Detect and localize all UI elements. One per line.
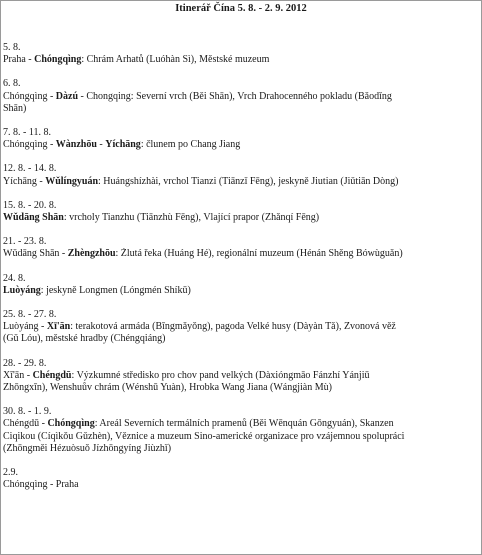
entry-line xyxy=(3,418,481,430)
entry-text: Zhōngxīn), Wenshuův chrám (Wénshū Yuàn), Hrobka Wang Jiana (Wángjiàn Mù) xyxy=(3,382,332,394)
entry-text: Chéngdū - xyxy=(3,418,48,430)
entry-line xyxy=(3,91,481,103)
entry-text: Chóngqìng - Praha xyxy=(3,479,79,491)
entry-line xyxy=(3,176,481,188)
destination-name: Wànzhōu xyxy=(55,139,97,151)
entry-line xyxy=(3,479,481,491)
entry-date: 21. - 23. 8. xyxy=(3,236,47,248)
entry-text: Xī'ān - xyxy=(3,369,33,381)
entry-text: Shān) xyxy=(3,102,27,114)
entry-date: 6. 8. xyxy=(3,78,21,90)
itinerary-entry xyxy=(3,309,481,346)
entry-date: 5. 8. xyxy=(3,42,21,53)
itinerary-entry xyxy=(3,78,481,115)
itinerary-entry xyxy=(3,273,481,297)
destination-name: Wǔdāng Shān xyxy=(3,212,64,224)
entry-text: : vrcholy Tianzhu (Tiānzhù Fēng), Vlající prapor (Zhǎnqí Fēng) xyxy=(63,212,320,224)
entry-text: : Výzkumné středisko pro chov pand velkých (Dàxióngmāo Fánzhí Yánjiū xyxy=(71,369,370,381)
entry-text: : Chrám Arhatů (Luóhàn Sì), Městské muzeum xyxy=(81,54,270,66)
entry-line xyxy=(3,333,481,345)
destination-name: Luòyáng xyxy=(3,284,41,296)
entry-line xyxy=(3,212,481,224)
entry-line xyxy=(3,139,481,151)
destination-name: Xī'ān xyxy=(46,321,71,333)
destination-name: Dàzú xyxy=(55,90,79,102)
destination-name: Chóngqìng xyxy=(34,54,82,66)
destination-name: Wǔlíngyuán xyxy=(45,175,99,187)
itinerary-entry xyxy=(3,127,481,151)
entry-date: 2.9. xyxy=(3,467,18,479)
entry-date: 25. 8. - 27. 8. xyxy=(3,309,57,321)
entry-text: (Gǔ Lóu), městské hradby (Chéngqiáng) xyxy=(3,333,166,345)
entry-date: 28. - 29. 8. xyxy=(3,357,47,369)
entry-text: Wǔdāng Shān - xyxy=(3,248,68,260)
entry-text: : Žlutá řeka (Huáng Hé), regionální muzeum (Hénán Shěng Bówùguǎn) xyxy=(115,248,403,260)
entry-text: - xyxy=(96,139,106,151)
document-title: Itinerář Čína 5. 8. - 2. 9. 2012 xyxy=(175,3,307,14)
itinerary-entry xyxy=(3,358,481,395)
entry-text: - Chongqing: Severní vrch (Běi Shān), Vrch Drahocenného pokladu (Bǎodǐng xyxy=(78,90,392,102)
destination-name: Zhèngzhōu xyxy=(67,248,116,260)
entry-text: Luòyáng - xyxy=(3,321,47,333)
destination-name: Chóngqìng xyxy=(47,418,95,430)
itinerary-entry xyxy=(3,42,481,66)
destination-name: Chéngdū xyxy=(32,369,72,381)
entry-text: : Huángshízhài, vrchol Tianzi (Tiānzǐ Fēng), jeskyně Jiutian (Jiǔtiān Dòng) xyxy=(98,175,399,187)
entry-line xyxy=(3,382,481,394)
entry-text: : člunem po Chang Jiang xyxy=(140,139,241,151)
entry-text: Praha - xyxy=(3,54,35,66)
entry-text: Chóngqìng - xyxy=(3,90,56,102)
entry-line xyxy=(3,370,481,382)
itinerary-entry xyxy=(3,200,481,224)
entry-line xyxy=(3,103,481,115)
entry-line xyxy=(3,431,481,443)
entry-line xyxy=(3,443,481,455)
entry-line xyxy=(3,248,481,260)
entry-date: 24. 8. xyxy=(3,272,26,284)
itinerary-entry xyxy=(3,406,481,455)
entry-date: 15. 8. - 20. 8. xyxy=(3,199,57,211)
itinerary-entry xyxy=(3,163,481,187)
entry-text: : terakotová armáda (Bīngmǎyǒng), pagoda Velké husy (Dàyàn Tǎ), Zvonová věž xyxy=(70,321,396,333)
itinerary-entry xyxy=(3,236,481,260)
entry-date: 12. 8. - 14. 8. xyxy=(3,163,57,175)
entry-line xyxy=(3,54,481,66)
itinerary-entry xyxy=(3,467,481,491)
entry-text: Ciqikou (Cíqìkǒu Gǔzhèn), Věznice a muzeum Sino-americké organizace pro vzájemnou spolupráci xyxy=(3,430,405,442)
destination-name: Yíchāng xyxy=(105,139,141,151)
entry-text: Chóngqìng - xyxy=(3,139,56,151)
entry-date: 30. 8. - 1. 9. xyxy=(3,406,52,418)
entry-date: 7. 8. - 11. 8. xyxy=(3,127,51,139)
itinerary-entries xyxy=(1,17,481,491)
entry-line xyxy=(3,285,481,297)
entry-line xyxy=(3,321,481,333)
entry-text: (Zhōngměi Hézuòsuǒ Jízhōngyíng Jiùzhǐ) xyxy=(3,442,172,454)
entry-text: Yíchāng - xyxy=(3,175,46,187)
entry-text: : jeskyně Longmen (Lóngmén Shíkū) xyxy=(40,284,191,296)
entry-text: : Areál Severních termálních pramenů (Běi Wēnquán Gōngyuán), Skanzen xyxy=(94,418,394,430)
